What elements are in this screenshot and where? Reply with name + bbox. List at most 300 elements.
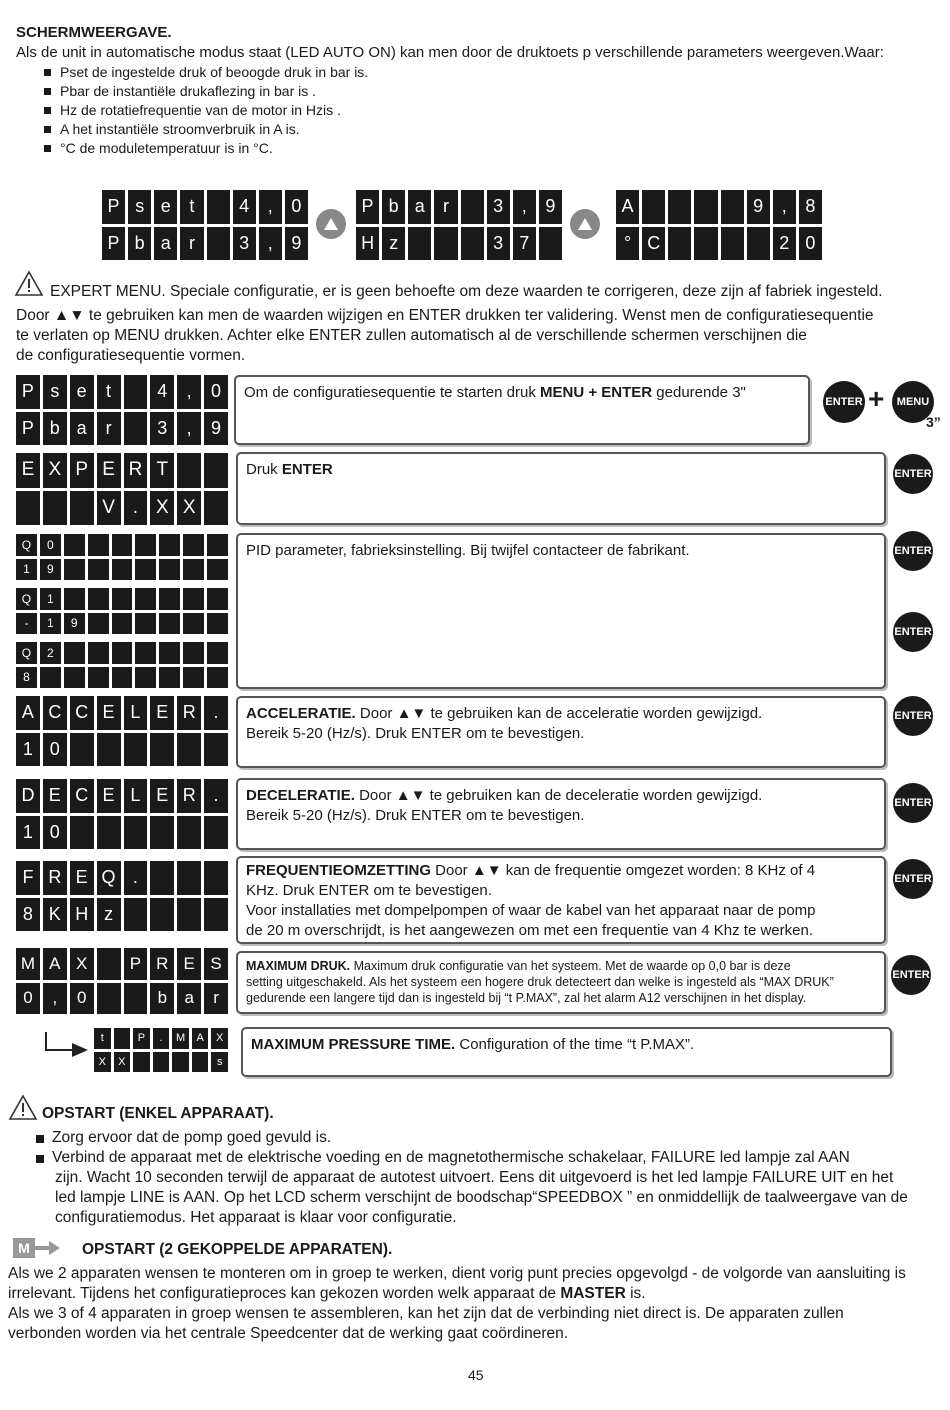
lcd-cell bbox=[207, 642, 228, 664]
lcd-cell: M bbox=[16, 948, 40, 980]
lcd-cell: s bbox=[211, 1052, 228, 1073]
lcd-cell bbox=[64, 559, 85, 581]
instruction-box-acceler bbox=[236, 696, 886, 768]
lcd-cell: b bbox=[382, 190, 405, 224]
lcd-cell: . bbox=[153, 1028, 170, 1049]
lcd-cell bbox=[159, 667, 180, 689]
lcd-cell: , bbox=[43, 983, 67, 1015]
lcd-cell bbox=[112, 588, 133, 610]
lcd-cell bbox=[183, 588, 204, 610]
instruction-text: Door ▲▼ te gebruiken kan de acceleratie worden gewijzigd. bbox=[355, 705, 763, 722]
lcd-cell: a bbox=[154, 227, 177, 261]
lcd-cell: 1 bbox=[40, 613, 61, 635]
paragraph-text: is. bbox=[625, 1285, 646, 1302]
lcd-cell: 0 bbox=[43, 816, 67, 850]
lcd-cell bbox=[88, 588, 109, 610]
lcd-cell: , bbox=[259, 190, 282, 224]
lcd-cell: 1 bbox=[16, 816, 40, 850]
lcd-cell bbox=[135, 588, 156, 610]
instruction-box-pid bbox=[236, 533, 886, 689]
lcd-cell: t bbox=[94, 1028, 111, 1049]
lcd-cell bbox=[70, 816, 94, 850]
lcd-display-expert bbox=[16, 453, 228, 525]
lcd-cell bbox=[461, 190, 484, 224]
lcd-cell bbox=[124, 983, 148, 1015]
instruction-box-deceler bbox=[236, 778, 886, 850]
lcd-cell: 1 bbox=[40, 588, 61, 610]
lcd-cell bbox=[133, 1052, 150, 1073]
lcd-cell bbox=[434, 227, 457, 261]
lcd-cell: 4 bbox=[233, 190, 256, 224]
lcd-cell: T bbox=[150, 453, 174, 488]
lcd-cell: C bbox=[70, 696, 94, 730]
lcd-cell: A bbox=[16, 696, 40, 730]
instruction-text: Door ▲▼ te gebruiken kan de deceleratie worden gewijzigd. bbox=[354, 787, 763, 804]
instruction-box-freq bbox=[236, 856, 886, 944]
lcd-cell: F bbox=[16, 861, 40, 895]
lcd-cell: P bbox=[16, 412, 40, 446]
enter-button[interactable]: ENTER bbox=[893, 859, 933, 899]
list-item-text: Zorg ervoor dat de pomp goed gevuld is. bbox=[52, 1129, 332, 1146]
lcd-cell: 0 bbox=[70, 983, 94, 1015]
lcd-cell: E bbox=[150, 779, 174, 813]
instruction-bold: MENU + ENTER bbox=[540, 384, 653, 401]
instruction-text: setting uitgeschakeld. Als het systeem een hogere druk detecteert dan welke is ingesteld als “MAX DRUK” bbox=[246, 975, 834, 989]
hold-duration-label: 3” bbox=[926, 414, 941, 430]
lcd-display-maxpres bbox=[16, 948, 228, 1014]
paragraph-text: irrelevant. Tijdens het configuratieproces kan gekozen worden welk apparaat de bbox=[8, 1285, 561, 1302]
lcd-cell: b bbox=[43, 412, 67, 446]
lcd-cell: M bbox=[172, 1028, 189, 1049]
lcd-cell: P bbox=[102, 227, 125, 261]
lcd-cell: 8 bbox=[799, 190, 822, 224]
lcd-cell bbox=[135, 667, 156, 689]
lcd-cell: C bbox=[43, 696, 67, 730]
expert-line1-b: te gebruiken kan men de waarden wijzigen en ENTER drukken ter validering. Wenst men de configuratiesequentie bbox=[88, 307, 874, 324]
lcd-cell: X bbox=[211, 1028, 228, 1049]
instruction-text: Om de configuratiesequentie te starten druk bbox=[244, 384, 541, 401]
lcd-cell: 0 bbox=[43, 733, 67, 767]
lcd-cell bbox=[88, 559, 109, 581]
instruction-text: Maximum druk configuratie van het systeem. Met de waarde op 0,0 bar is deze bbox=[350, 959, 791, 973]
lcd-cell bbox=[88, 534, 109, 556]
instruction-text: gedurende 3" bbox=[652, 384, 746, 401]
lcd-cell bbox=[150, 816, 174, 850]
lcd-cell bbox=[150, 733, 174, 767]
lcd-cell: Q bbox=[97, 861, 121, 895]
lcd-cell: A bbox=[43, 948, 67, 980]
lcd-cell: . bbox=[124, 861, 148, 895]
lcd-cell: b bbox=[128, 227, 151, 261]
lcd-cell: a bbox=[177, 983, 201, 1015]
warning-icon bbox=[8, 1094, 38, 1121]
lcd-cell bbox=[183, 613, 204, 635]
lcd-cell: R bbox=[150, 948, 174, 980]
lcd-cell: R bbox=[124, 453, 148, 488]
lcd-cell bbox=[112, 613, 133, 635]
lcd-cell bbox=[114, 1028, 131, 1049]
lcd-cell: b bbox=[150, 983, 174, 1015]
lcd-cell bbox=[97, 733, 121, 767]
lcd-cell: X bbox=[94, 1052, 111, 1073]
instruction-text: Druk bbox=[246, 461, 282, 478]
instruction-bold: DECELERATIE. bbox=[246, 787, 355, 804]
plus-sign: + bbox=[868, 383, 885, 414]
lcd-cell bbox=[207, 667, 228, 689]
lcd-cell bbox=[159, 613, 180, 635]
lcd-cell bbox=[207, 613, 228, 635]
lcd-cell bbox=[204, 898, 228, 932]
lcd-cell bbox=[97, 948, 121, 980]
lcd-cell bbox=[177, 898, 201, 932]
expert-line3: de configuratiesequentie vormen. bbox=[16, 347, 246, 364]
lcd-cell bbox=[694, 190, 717, 224]
lcd-cell: 2 bbox=[40, 642, 61, 664]
instruction-text: de 20 m overschrijdt, is het aangewezen om met een frequentie van 4 Khz te werken. bbox=[246, 922, 813, 939]
instruction-box-tpmax bbox=[241, 1027, 892, 1077]
instruction-bold: ENTER bbox=[281, 461, 333, 478]
lcd-cell bbox=[207, 190, 230, 224]
lcd-display-freq bbox=[16, 861, 228, 931]
lcd-cell: K bbox=[43, 898, 67, 932]
lcd-cell: Q bbox=[16, 534, 37, 556]
lcd-cell bbox=[159, 559, 180, 581]
lcd-cell: 9 bbox=[64, 613, 85, 635]
lcd-display-tpmax bbox=[94, 1028, 228, 1072]
lcd-cell bbox=[64, 642, 85, 664]
lcd-cell: e bbox=[70, 375, 94, 409]
lcd-cell: 9 bbox=[747, 190, 770, 224]
lcd-cell: P bbox=[16, 375, 40, 409]
lcd-cell: , bbox=[773, 190, 796, 224]
lcd-cell bbox=[408, 227, 431, 261]
lcd-display-start bbox=[16, 375, 228, 445]
lcd-cell: r bbox=[204, 983, 228, 1015]
lcd-cell: a bbox=[70, 412, 94, 446]
lcd-display-pbar bbox=[356, 190, 562, 260]
lcd-cell bbox=[183, 642, 204, 664]
lcd-cell bbox=[135, 534, 156, 556]
lcd-cell bbox=[70, 733, 94, 767]
lcd-cell bbox=[64, 667, 85, 689]
lcd-cell: R bbox=[177, 696, 201, 730]
lcd-cell: 9 bbox=[40, 559, 61, 581]
enter-button[interactable]: ENTER bbox=[893, 454, 933, 494]
expert-menu-text bbox=[16, 306, 941, 366]
lcd-cell: 3 bbox=[487, 190, 510, 224]
lcd-cell: C bbox=[642, 227, 665, 261]
lcd-display-q1 bbox=[16, 588, 228, 634]
lcd-cell: s bbox=[43, 375, 67, 409]
lcd-cell bbox=[135, 613, 156, 635]
lcd-cell bbox=[112, 559, 133, 581]
lcd-cell: , bbox=[177, 412, 201, 446]
lcd-cell bbox=[747, 227, 770, 261]
lcd-cell: . bbox=[204, 696, 228, 730]
lcd-cell: - bbox=[16, 613, 37, 635]
up-button[interactable] bbox=[570, 209, 600, 239]
lcd-cell: 0 bbox=[285, 190, 308, 224]
list-item-text: zijn. Wacht 10 seconden terwijl de apparaat de autotest uitvoert. Eens dit uitgevoerd is het led lampje FAILURE UIT en het bbox=[55, 1169, 894, 1186]
section-title-schermweergave: SCHERMWEERGAVE. bbox=[16, 24, 172, 41]
instruction-box-start bbox=[234, 375, 810, 445]
lcd-cell bbox=[124, 375, 148, 409]
lcd-cell: t bbox=[180, 190, 203, 224]
opstart-single-title: OPSTART (ENKEL APPARAAT). bbox=[42, 1105, 274, 1122]
lcd-cell: X bbox=[70, 948, 94, 980]
list-item: A het instantiële stroomverbruik in A is. bbox=[44, 120, 368, 139]
lcd-cell: P bbox=[70, 453, 94, 488]
list-item: Pset de ingestelde druk of beoogde druk in bar is. bbox=[44, 63, 368, 82]
lcd-cell bbox=[135, 559, 156, 581]
lcd-cell: 3 bbox=[150, 412, 174, 446]
lcd-cell: Q bbox=[16, 642, 37, 664]
lcd-cell: . bbox=[204, 779, 228, 813]
lcd-cell: 0 bbox=[40, 534, 61, 556]
lcd-cell: R bbox=[43, 861, 67, 895]
lcd-cell: X bbox=[43, 453, 67, 488]
lcd-cell: z bbox=[97, 898, 121, 932]
lcd-cell bbox=[88, 613, 109, 635]
lcd-cell: 8 bbox=[16, 898, 40, 932]
lcd-cell bbox=[112, 667, 133, 689]
lcd-display-current bbox=[616, 190, 822, 260]
lcd-cell bbox=[539, 227, 562, 261]
lcd-display-acceler bbox=[16, 696, 228, 766]
instruction-text: Bereik 5-20 (Hz/s). Druk ENTER om te bevestigen. bbox=[246, 807, 585, 824]
lcd-cell: 9 bbox=[285, 227, 308, 261]
up-arrow-icon bbox=[323, 217, 339, 231]
lcd-cell: a bbox=[408, 190, 431, 224]
lcd-cell: P bbox=[133, 1028, 150, 1049]
enter-button[interactable]: ENTER bbox=[823, 381, 865, 423]
lcd-display-deceler bbox=[16, 779, 228, 849]
lcd-cell: E bbox=[97, 696, 121, 730]
lcd-cell bbox=[204, 861, 228, 895]
lcd-cell: r bbox=[180, 227, 203, 261]
lcd-cell bbox=[124, 816, 148, 850]
lcd-cell: A bbox=[616, 190, 639, 224]
lcd-cell bbox=[177, 861, 201, 895]
lcd-cell bbox=[177, 733, 201, 767]
lcd-cell: e bbox=[154, 190, 177, 224]
lcd-cell: P bbox=[356, 190, 379, 224]
arrow-right-icon bbox=[35, 1240, 61, 1256]
lcd-cell: r bbox=[434, 190, 457, 224]
lcd-cell bbox=[124, 898, 148, 932]
lcd-cell bbox=[135, 642, 156, 664]
list-item bbox=[36, 1128, 941, 1148]
lcd-cell bbox=[64, 534, 85, 556]
lcd-cell bbox=[40, 667, 61, 689]
arrows-icon: ▲▼ bbox=[53, 307, 85, 324]
instruction-text: PID parameter, fabrieksinstelling. Bij twijfel contacteer de fabrikant. bbox=[246, 542, 690, 559]
enter-button[interactable]: ENTER bbox=[891, 955, 931, 995]
expert-menu-heading: EXPERT MENU. Speciale configuratie, er is geen behoefte om deze waarden te corrigeren, deze zijn af fabriek ingesteld. bbox=[50, 283, 883, 300]
lcd-cell: 0 bbox=[204, 375, 228, 409]
lcd-cell bbox=[204, 491, 228, 526]
enter-button[interactable]: ENTER bbox=[893, 531, 933, 571]
lcd-cell bbox=[694, 227, 717, 261]
parameter-list bbox=[44, 63, 368, 158]
lcd-cell: H bbox=[356, 227, 379, 261]
lcd-cell: E bbox=[16, 453, 40, 488]
lcd-cell: 9 bbox=[204, 412, 228, 446]
master-word: MASTER bbox=[560, 1285, 626, 1302]
lcd-cell: t bbox=[97, 375, 121, 409]
lcd-display-pset bbox=[102, 190, 308, 260]
lcd-cell: C bbox=[70, 779, 94, 813]
list-item: Hz de rotatiefrequentie van de motor in Hzis . bbox=[44, 101, 368, 120]
lcd-display-q2 bbox=[16, 642, 228, 688]
lcd-display-q0 bbox=[16, 534, 228, 580]
instruction-text: Configuration of the time “t P.MAX”. bbox=[455, 1036, 695, 1053]
enter-button[interactable]: ENTER bbox=[893, 612, 933, 652]
instruction-bold: MAXIMUM DRUK. bbox=[246, 959, 351, 973]
lcd-cell: E bbox=[97, 779, 121, 813]
lcd-cell bbox=[207, 559, 228, 581]
lcd-cell: X bbox=[150, 491, 174, 526]
lcd-cell: X bbox=[114, 1052, 131, 1073]
lcd-cell: 4 bbox=[150, 375, 174, 409]
up-button[interactable] bbox=[316, 209, 346, 239]
lcd-cell bbox=[150, 861, 174, 895]
list-item-text: Verbind de apparaat met de elektrische voeding en de magnetothermische schakelaar, FAILURE led lampje zal AAN bbox=[52, 1149, 850, 1166]
lcd-cell: 8 bbox=[16, 667, 37, 689]
lcd-cell bbox=[97, 816, 121, 850]
lcd-cell: E bbox=[97, 453, 121, 488]
lcd-cell: 3 bbox=[487, 227, 510, 261]
list-item-text: configuratiemodus. Het apparaat is klaar voor configuratie. bbox=[55, 1209, 457, 1226]
lcd-cell bbox=[192, 1052, 209, 1073]
lcd-cell: L bbox=[124, 696, 148, 730]
lcd-cell bbox=[183, 667, 204, 689]
lcd-cell: 0 bbox=[799, 227, 822, 261]
expert-line2: te verlaten op MENU drukken. Achter elke ENTER zullen automatisch al de verschillende schermen verschijnen die bbox=[16, 327, 807, 344]
lcd-cell bbox=[204, 816, 228, 850]
opstart-coupled-title: OPSTART (2 GEKOPPELDE APPARATEN). bbox=[82, 1241, 393, 1258]
menu-button[interactable]: MENU bbox=[892, 381, 934, 423]
list-item: °C de moduletemperatuur is in °C. bbox=[44, 139, 368, 158]
lcd-cell bbox=[112, 642, 133, 664]
instruction-box-maxpres bbox=[236, 951, 886, 1014]
warning-icon bbox=[14, 270, 44, 297]
lcd-cell: R bbox=[177, 779, 201, 813]
lcd-cell bbox=[153, 1052, 170, 1073]
master-badge bbox=[13, 1238, 61, 1258]
lcd-cell: E bbox=[70, 861, 94, 895]
instruction-text: Door ▲▼ kan de frequentie omgezet worden: 8 KHz of 4 bbox=[431, 862, 816, 879]
lcd-cell: 7 bbox=[513, 227, 536, 261]
lcd-cell: E bbox=[177, 948, 201, 980]
lcd-cell: E bbox=[150, 696, 174, 730]
instruction-text: Bereik 5-20 (Hz/s). Druk ENTER om te bevestigen. bbox=[246, 725, 585, 742]
lcd-cell bbox=[88, 642, 109, 664]
lcd-cell bbox=[112, 534, 133, 556]
lcd-cell: Q bbox=[16, 588, 37, 610]
lcd-cell: P bbox=[124, 948, 148, 980]
lcd-cell: P bbox=[102, 190, 125, 224]
instruction-text: KHz. Druk ENTER om te bevestigen. bbox=[246, 882, 492, 899]
paragraph-text: verbonden worden via het centrale Speedcenter dat de werking gaat coördineren. bbox=[8, 1325, 569, 1342]
instruction-bold: FREQUENTIEOMZETTING bbox=[246, 862, 431, 879]
lcd-cell: 1 bbox=[16, 559, 37, 581]
lcd-cell bbox=[461, 227, 484, 261]
lcd-cell: 3 bbox=[233, 227, 256, 261]
lcd-cell: A bbox=[192, 1028, 209, 1049]
instruction-text: gedurende een langere tijd dan is ingesteld bij “t P.MAX”, zal het alarm A12 verschijnen in het display. bbox=[246, 991, 807, 1005]
lcd-cell bbox=[43, 491, 67, 526]
lcd-cell bbox=[16, 491, 40, 526]
lcd-cell: H bbox=[70, 898, 94, 932]
lcd-cell bbox=[668, 190, 691, 224]
lcd-cell: X bbox=[177, 491, 201, 526]
up-arrow-icon bbox=[577, 217, 593, 231]
arrow-icon bbox=[44, 1030, 90, 1058]
lcd-cell bbox=[204, 733, 228, 767]
lcd-cell bbox=[70, 491, 94, 526]
lcd-cell: L bbox=[124, 779, 148, 813]
lcd-cell: 0 bbox=[16, 983, 40, 1015]
lcd-cell bbox=[172, 1052, 189, 1073]
lcd-cell: 2 bbox=[773, 227, 796, 261]
lcd-cell bbox=[159, 588, 180, 610]
lcd-cell bbox=[668, 227, 691, 261]
lcd-cell: 9 bbox=[539, 190, 562, 224]
list-item-text: led lampje LINE is AAN. Op het LCD scherm verschijnt de boodschap“SPEEDBOX ” en onmiddellijk de taalweergave van de bbox=[55, 1189, 908, 1206]
lcd-cell bbox=[159, 642, 180, 664]
lcd-cell bbox=[183, 559, 204, 581]
lcd-cell bbox=[204, 453, 228, 488]
paragraph-text: Als we 3 of 4 apparaten in groep wensen te assembleren, kan het zijn dat de verbinding niet direct is. De apparaten zullen bbox=[8, 1305, 844, 1322]
opstart-coupled-text bbox=[8, 1264, 943, 1344]
lcd-cell: , bbox=[259, 227, 282, 261]
instruction-bold: ACCELERATIE. bbox=[246, 705, 356, 722]
lcd-cell bbox=[721, 227, 744, 261]
lcd-cell bbox=[642, 190, 665, 224]
enter-button[interactable]: ENTER bbox=[893, 696, 933, 736]
instruction-text: Voor installaties met dompelpompen of waar de kabel van het apparaat naar de pomp bbox=[246, 902, 816, 919]
lcd-cell: , bbox=[513, 190, 536, 224]
instruction-box-expert bbox=[236, 452, 886, 525]
lcd-cell: S bbox=[204, 948, 228, 980]
lcd-cell: z bbox=[382, 227, 405, 261]
lcd-cell bbox=[150, 898, 174, 932]
lcd-cell bbox=[97, 983, 121, 1015]
lcd-cell bbox=[183, 534, 204, 556]
lcd-cell bbox=[207, 227, 230, 261]
lcd-cell: s bbox=[128, 190, 151, 224]
paragraph-text: Als we 2 apparaten wensen te monteren om in groep te werken, dient vorig punt precies opgevolgd - de volgorde van aansluiting is bbox=[8, 1265, 906, 1282]
page-number: 45 bbox=[468, 1367, 484, 1383]
master-badge-letter: M bbox=[13, 1238, 35, 1258]
opstart-single-list bbox=[36, 1128, 941, 1228]
lcd-cell bbox=[207, 588, 228, 610]
lcd-cell bbox=[64, 588, 85, 610]
lcd-cell: E bbox=[43, 779, 67, 813]
lcd-cell bbox=[177, 453, 201, 488]
enter-button[interactable]: ENTER bbox=[893, 783, 933, 823]
lcd-cell: D bbox=[16, 779, 40, 813]
list-item bbox=[36, 1148, 941, 1228]
lcd-cell: , bbox=[177, 375, 201, 409]
lcd-cell bbox=[88, 667, 109, 689]
lcd-cell bbox=[124, 412, 148, 446]
section-intro: Als de unit in automatische modus staat (LED AUTO ON) kan men door de druktoets p verschillende parameters weergeven.Waar: bbox=[16, 44, 884, 61]
lcd-cell: ° bbox=[616, 227, 639, 261]
lcd-cell bbox=[721, 190, 744, 224]
list-item: Pbar de instantiële drukaflezing in bar is . bbox=[44, 82, 368, 101]
